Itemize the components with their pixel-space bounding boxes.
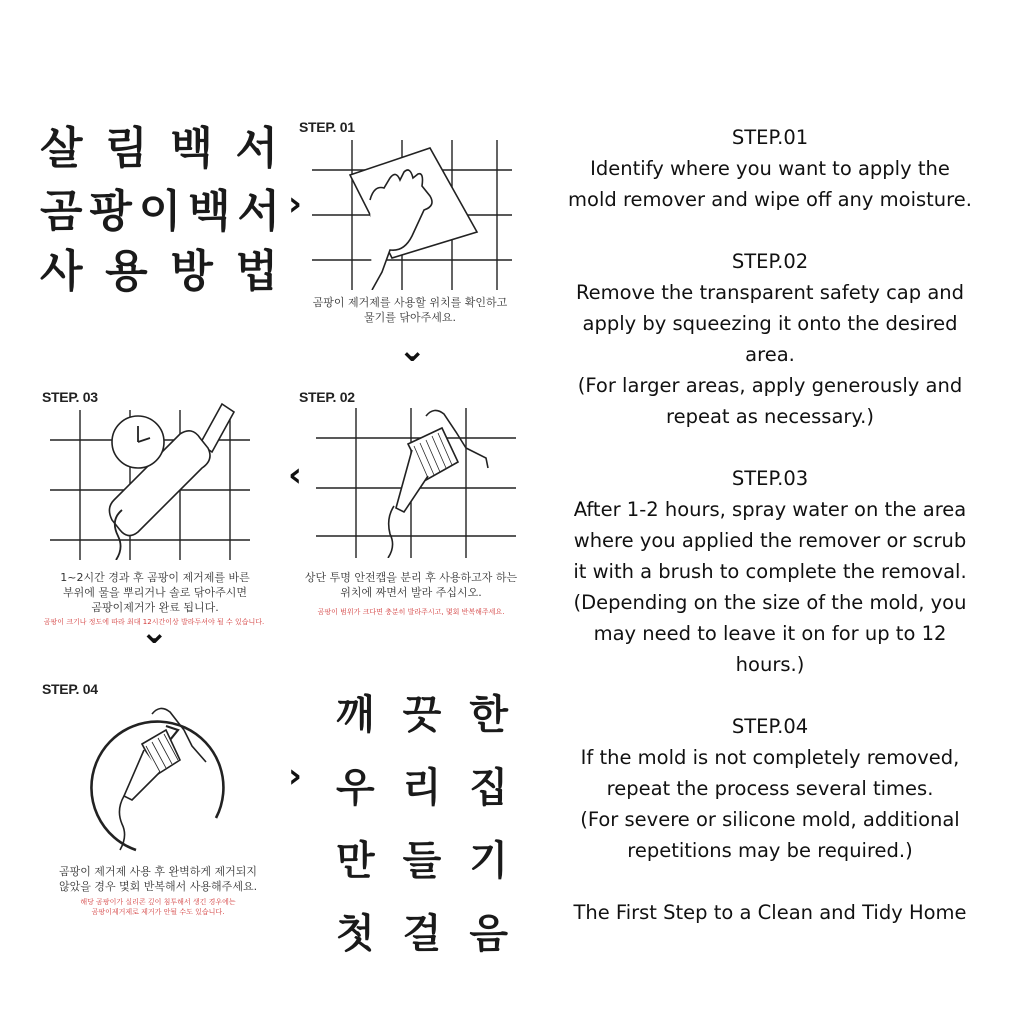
slogan-grid [322,683,522,959]
caption-line: 상단 투명 안전캡을 분리 후 사용하고자 하는 [304,571,518,584]
slogan-char: 걸 [402,911,442,957]
title-line-3 [40,235,280,299]
title-char: 법 [235,246,280,297]
step2-text-line: repeat as necessary.) [666,405,874,428]
step2-label: STEP. 02 [299,389,355,405]
caption-line: 곰팡이 제거제 사용 후 완벽하게 제거되지 [58,865,258,878]
title-line-2 [40,175,280,239]
step4-note [40,897,276,917]
caption-line: 물기를 닦아주세요. [363,311,456,324]
arrow-right-icon: › [288,184,303,224]
step3-text-line: it with a brush to complete the removal. [573,560,967,583]
slogan-char: 음 [469,911,508,957]
title-char: 팡 [89,186,132,237]
arrow-left-icon: ‹ [288,455,303,495]
title-char: 곰 [40,186,83,237]
slogan-char: 집 [469,765,508,811]
arrow-down-icon: ⌄ [140,612,169,652]
title-char: 용 [105,246,150,297]
step2-text-line: area. [745,343,795,366]
caption-line: 곰팡이제거가 완료 됩니다. [91,601,219,614]
note-line: 곰팡이 크기나 정도에 따라 최대 12시간이상 발라두셔야 될 수 있습니다. [43,618,265,626]
step4-heading: STEP.04 [731,715,809,738]
title-char: 백 [170,123,215,174]
step4-text-line: If the mold is not completely removed, [580,746,960,769]
step2-caption [296,570,526,600]
step2-note [296,607,526,617]
caption-line: 1~2시간 경과 후 곰팡이 제거제를 바른 [60,571,250,584]
step1-text-line: mold remover and wipe off any moisture. [568,188,972,211]
step2-text-line: Remove the transparent safety cap and [575,281,965,304]
note-line: 곰팡이제거제로 제거가 안될 수도 있습니다. [91,908,225,916]
step4-text-line: repetitions may be required.) [627,839,913,862]
arrow-down-icon: ⌄ [398,330,427,370]
note-line: 해당 곰팡이가 실리콘 깊이 침투해서 생긴 경우에는 [80,898,236,906]
title-char: 백 [188,186,231,237]
step4-caption [40,864,276,894]
slogan-char: 만 [336,838,375,884]
slogan-char: 리 [402,765,442,811]
step1-heading: STEP.01 [731,126,809,149]
title-char: 서 [235,123,280,174]
slogan-char: 깨 [336,692,375,738]
slogan-char: 우 [336,765,375,811]
slogan-char: 한 [469,692,508,738]
slogan-char: 들 [402,838,442,884]
step3-text-line: hours.) [735,653,805,676]
step3-label: STEP. 03 [42,389,98,405]
title-char: 사 [40,246,85,297]
title-char: 이 [138,186,182,237]
slogan-char: 첫 [336,911,375,957]
step3-heading: STEP.03 [731,467,809,490]
slogan-char: 기 [469,838,508,884]
step1-text-line: Identify where you want to apply the [590,157,950,180]
step3-text-line: (Depending on the size of the mold, you [573,591,967,614]
step3-caption [40,570,270,615]
step1-caption [300,295,520,325]
step3-text-line: where you applied the remover or scrub [573,529,967,552]
note-line: 곰팡이 범위가 크다면 충분히 발라주시고, 몇회 반복해주세요. [317,608,505,616]
title-char: 살 [40,123,85,174]
caption-line: 부위에 물을 뿌리거나 솔로 닦아주시면 [62,586,247,599]
step3-scrub-illustration [50,400,260,560]
step1-label: STEP. 01 [299,119,355,135]
step2-text-line: apply by squeezing it onto the desired [582,312,958,335]
arrow-right-icon: › [288,756,303,796]
step2-apply-illustration [316,408,516,558]
step4-text-line: (For severe or silicone mold, additional [580,808,960,831]
title-line-1 [40,112,280,176]
step2-heading: STEP.02 [731,250,809,273]
slogan-char: 끗 [402,692,442,738]
step3-text-line: may need to leave it on for up to 12 [593,622,947,645]
caption-line: 곰팡이 제거제를 사용할 위치를 확인하고 [312,296,508,309]
closing-line: The First Step to a Clean and Tidy Home [573,901,967,924]
step2-text-line: (For larger areas, apply generously and [577,374,963,397]
title-char: 서 [237,186,280,237]
caption-line: 위치에 짜면서 발라 주십시오. [340,586,482,599]
step1-wipe-illustration [312,140,512,290]
english-instructions [536,122,1004,928]
title-char: 방 [170,246,215,297]
step3-text-line: After 1-2 hours, spray water on the area [573,498,967,521]
title-char: 림 [105,123,150,174]
step4-label: STEP. 04 [42,681,98,697]
step4-text-line: repeat the process several times. [606,777,934,800]
caption-line: 않았을 경우 몇회 반복해서 사용해주세요. [58,880,258,893]
step4-repeat-illustration [66,700,246,860]
